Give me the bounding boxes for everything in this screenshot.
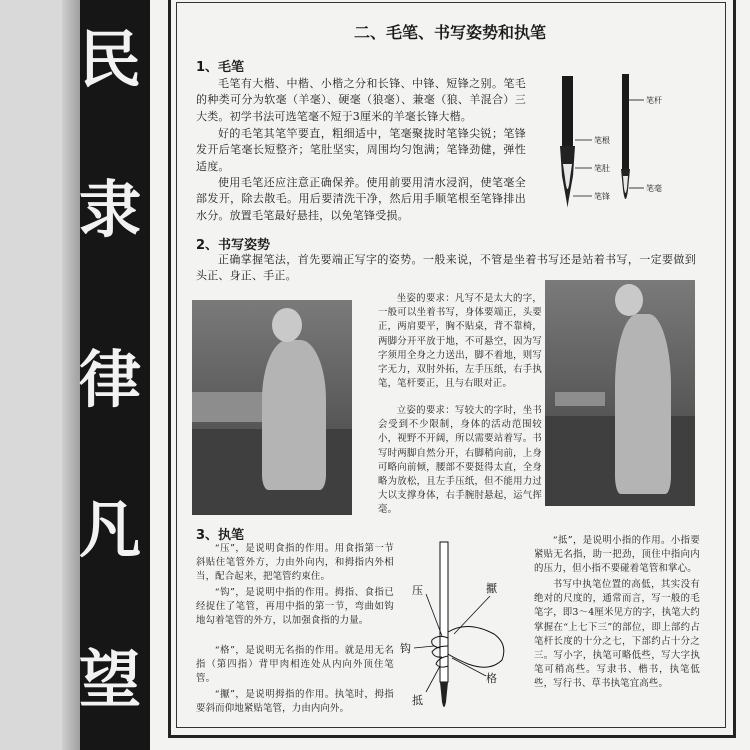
spine-char: 凡 — [78, 493, 141, 566]
paragraph-brush-types: 毛笔有大楷、中楷、小楷之分和长锋、中锋、短锋之别。笔毛的种类可分为软毫（羊毫）、硬毫（狼毫）、兼毫（狼、羊混合）三大类。初学书法可选笔毫不短于3厘米的羊毫长锋大楷。 — [196, 77, 526, 123]
text-gou-middle-finger: “钩”，是说明中指的作用。拇指、食指已经捉住了笔管，再用中指的第一节，弯曲如钩地勾着笔管的外方，以加强食指的力量。 — [196, 587, 394, 627]
text-standing-requirements: 立姿的要求：写较大的字时，坐书会受到不少限制，身体的活动范围较小，视野不开阔，所以需要站着写。书写时两脚自然分开，右脚稍向前，上身可略向前倾，腰部不要挺得太直，全身略为放松，且左手压纸，但不能用力过大以支撑身体，右手腕肘悬起，运气挥毫。 — [378, 405, 542, 516]
text-holding-height: 书写中执笔位置的高低，其实没有绝对的尺度的，通常而言，写一般的毛笔字，即3～4厘米见方的字，执笔大约掌握在“上七下三”的部位，即上部约占笔杆长度的十分之七，下部约占十分之三。写小字，执笔可略低些，写大字执笔可稍高些。写隶书、楷书，执笔低些，写行书、草书执笔宜高些。 — [534, 579, 700, 690]
paragraph-good-brush: 好的毛笔其笔竿要直，粗细适中，笔毫聚拢时笔锋尖锐；笔锋发开后笔毫长短整齐；笔肚坚实，周围均匀饱满；笔锋劲健，弹性适度。 — [196, 127, 526, 173]
label-hair: 笔毫 — [646, 184, 662, 193]
spine-char: 望 — [78, 643, 141, 716]
label-di: 抵 — [412, 694, 423, 707]
photo-standing-writing — [545, 280, 695, 506]
text-ge-ring-finger: “格”，是说明无名指的作用。就是用无名指（第四指）背甲肉相连处从内向外顶住笔管。 — [196, 645, 394, 685]
spine-char: 隶 — [78, 173, 141, 246]
label-gou: 钩 — [400, 642, 411, 655]
paragraph-brush-care: 使用毛笔还应注意正确保养。使用前要用清水浸润，使笔毫全部发开，除去散毛。用后要清洗干净，然后用手顺笔根至笔锋排出水分。放置毛笔最好悬挂，以免笔锋受损。 — [196, 176, 526, 222]
page-title: 二、毛笔、书写姿势和执笔 — [353, 23, 546, 42]
paragraph-posture-intro: 正确掌握笔法，首先要端正写字的姿势。一般来说，不管是坐着书写还是站着书写，一定要做到头正、身正、手正。 — [196, 253, 696, 283]
section-heading-holding: 3、执笔 — [196, 528, 245, 543]
brush-diagram — [540, 68, 700, 218]
text-ye-thumb: “擫”，是说明拇指的作用。执笔时，拇指要斜而仰地紧贴笔管，力由内向外。 — [196, 689, 394, 715]
label-tip: 笔锋 — [594, 192, 610, 201]
text-seated-requirements: 坐姿的要求：凡写不是太大的字，一般可以坐着书写，身体要端正，头要正，两肩要平，胸不贴桌，背不靠椅，两脚分开平放于地，不可悬空，因为写字须用全身之力送出，脚不着地，则写字无力，双肘外拓，左手压纸，右手执笔，笔杆要正，且与右眼对正。 — [378, 293, 542, 390]
label-ge: 格 — [486, 672, 497, 685]
label-belly: 笔肚 — [594, 164, 610, 173]
brush-shaft-icon — [562, 76, 573, 146]
hand-holding-brush-diagram — [398, 536, 530, 716]
spine-char: 民 — [78, 23, 141, 96]
section-heading-posture: 2、书写姿势 — [196, 238, 271, 253]
text-ya-index-finger: “压”，是说明食指的作用。用食指第一节斜贴住笔管外方，力由外向内，和拇指内外相当，配合起来，把笔管约束住。 — [196, 543, 394, 583]
label-ya: 压 — [412, 584, 423, 597]
label-ye: 擫 — [486, 582, 497, 595]
label-shaft: 笔杆 — [646, 96, 662, 105]
photo-seated-writing — [192, 300, 352, 515]
text-di-little-finger: “抵”，是说明小指的作用。小指要紧贴无名指，助一把劲，顶住中指向内的压力，但小指不要碰着笔管和掌心。 — [534, 535, 700, 575]
spine-char: 律 — [78, 343, 141, 416]
section-heading-brush: 1、毛笔 — [196, 60, 245, 75]
label-root: 笔根 — [594, 136, 610, 145]
